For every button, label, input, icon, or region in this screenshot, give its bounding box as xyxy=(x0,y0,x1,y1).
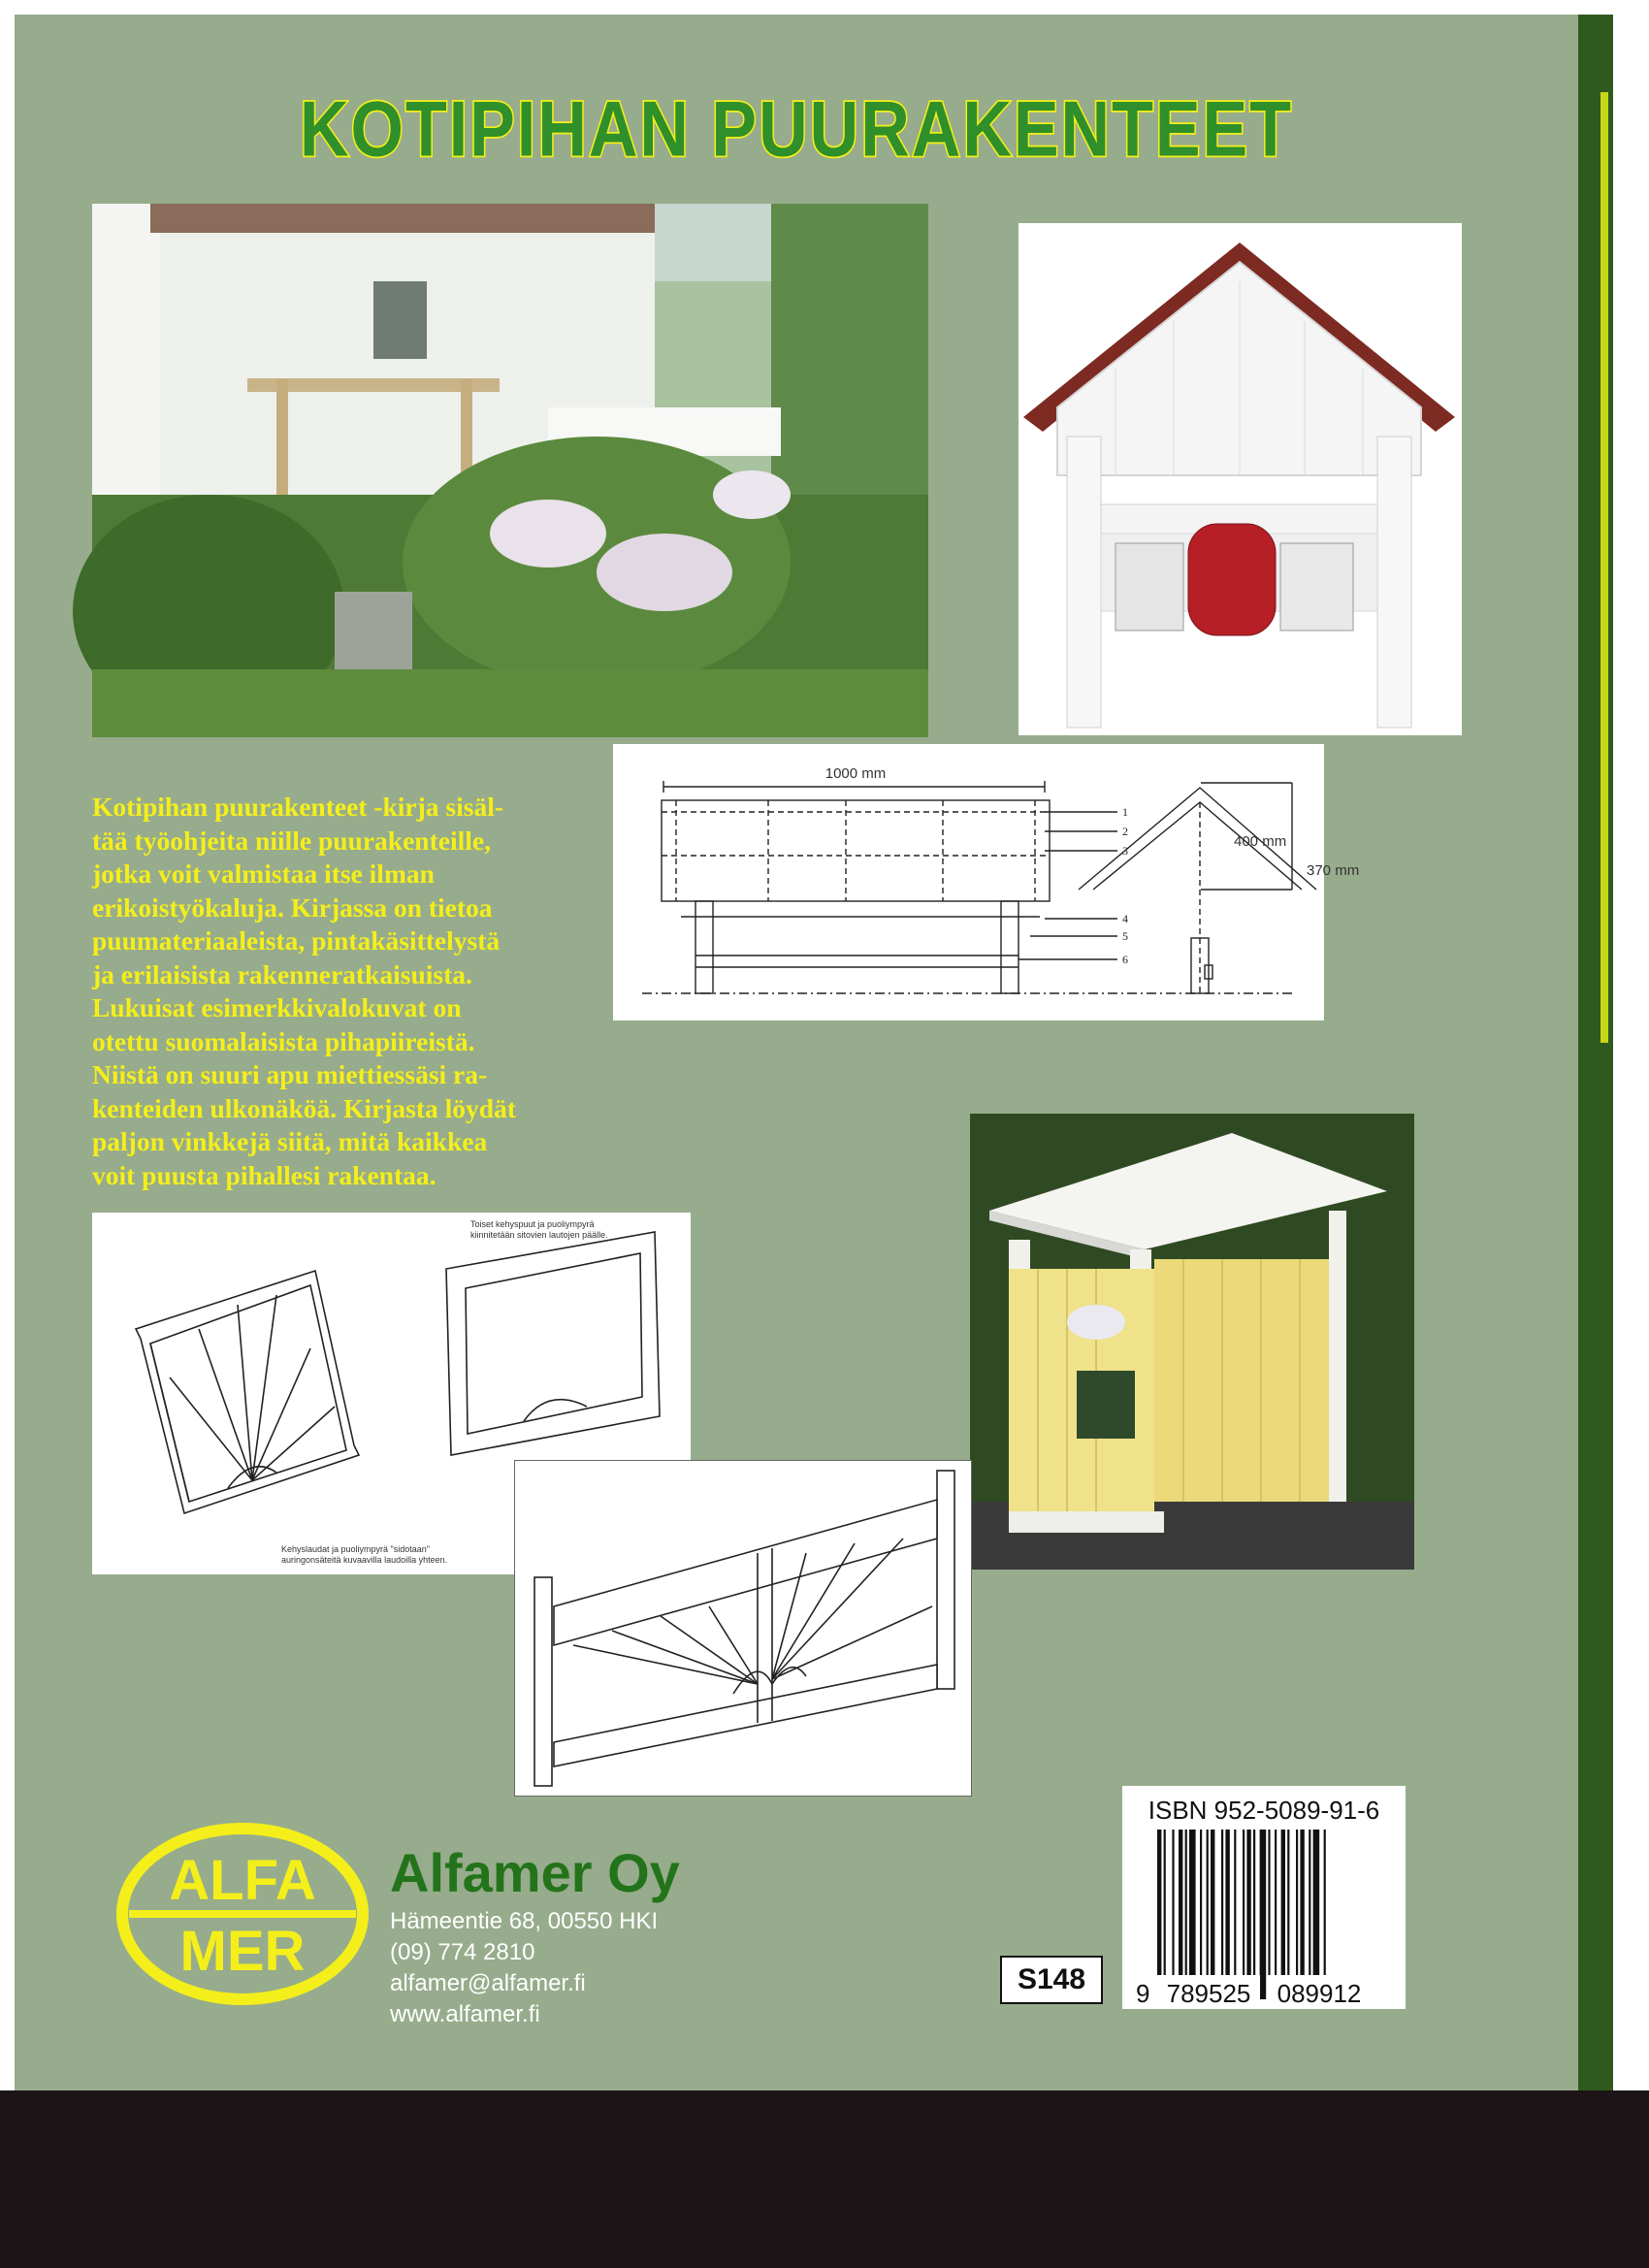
logo-text-mer: MER xyxy=(179,1920,306,1983)
background-table xyxy=(0,2090,1649,2268)
barcode-bar xyxy=(1268,1830,1270,1999)
alfamer-logo xyxy=(112,1817,373,2011)
barcode-bar xyxy=(1287,1830,1289,1999)
part-number-1: 1 xyxy=(1122,805,1128,819)
barcode-bar xyxy=(1221,1830,1223,1999)
description-line: ja erilaisista rakenneratkaisuista. xyxy=(92,958,472,989)
description-line: Lukuisat esimerkkivalokuvat on xyxy=(92,992,462,1022)
barcode-bar xyxy=(1260,1830,1267,1999)
barcode xyxy=(1122,1830,1406,2009)
barcode-bar xyxy=(1313,1830,1320,1999)
mailbox-technical-drawing xyxy=(613,744,1360,1021)
part-number-6: 6 xyxy=(1122,953,1128,966)
description-line: kenteiden ulkonäköä. Kirjasta löydät xyxy=(92,1092,517,1123)
price-code: S148 xyxy=(1000,1956,1103,2004)
description-line: Kotipihan puurakenteet -kirja sisäl- xyxy=(92,792,503,822)
cover-title: KOTIPIHAN PUURAKENTEET xyxy=(299,85,1294,173)
finished-gate-drawing xyxy=(514,1460,972,1797)
barcode-bar xyxy=(1324,1830,1326,1999)
gate-note-top-2: kiinnitetään sitovien lautojen päälle. xyxy=(470,1230,608,1240)
isbn-barcode-block xyxy=(1122,1786,1406,2009)
logo-text-alfa: ALFA xyxy=(169,1849,316,1912)
barcode-digit-first: 9 xyxy=(1136,1979,1150,2008)
spine-stripe xyxy=(1600,92,1608,1043)
barcode-bar xyxy=(1246,1830,1250,1999)
part-number-2: 2 xyxy=(1122,825,1128,838)
barcode-bar xyxy=(1179,1830,1182,1999)
width-dimension-label: 1000 mm xyxy=(824,765,887,782)
description-line: otettu suomalaisista pihapiireistä. xyxy=(92,1025,475,1056)
barcode-bar xyxy=(1253,1830,1255,1999)
description-line: puumateriaaleista, pintakäsittelystä xyxy=(92,925,501,956)
description-line: erikoistyökaluja. Kirjassa on tietoa xyxy=(92,891,493,923)
barcode-bar xyxy=(1296,1830,1298,1999)
gate-note-bottom-1: Kehyslaudat ja puoliympyrä "sidotaan" xyxy=(281,1544,430,1554)
publisher-email: alfamer@alfamer.fi xyxy=(390,1970,586,1996)
yellow-shelter-photo xyxy=(970,1114,1414,1570)
part-number-4: 4 xyxy=(1122,912,1128,925)
barcode-bar xyxy=(1275,1830,1277,1999)
roof-dimension-label: 400 mm xyxy=(1234,833,1287,850)
barcode-bar xyxy=(1309,1830,1310,1999)
publisher-phone: (09) 774 2810 xyxy=(390,1939,535,1965)
description-line: jotka voit valmistaa itse ilman xyxy=(92,859,435,889)
barcode-bar xyxy=(1300,1830,1304,1999)
book-description xyxy=(92,791,597,1192)
publisher-website: www.alfamer.fi xyxy=(390,2001,540,2027)
barcode-digits-left: 789525 xyxy=(1166,1979,1251,2008)
barcode-bar xyxy=(1189,1830,1196,1999)
mailbox-shelter-photo xyxy=(1018,223,1462,735)
house-garden-photo xyxy=(92,204,928,737)
barcode-bar xyxy=(1243,1830,1245,1999)
publisher-name: Alfamer Oy xyxy=(390,1842,680,1903)
barcode-bar xyxy=(1172,1830,1174,1999)
publisher-address: Hämeentie 68, 00550 HKI xyxy=(390,1908,659,1934)
gate-note-bottom-2: auringonsäteitä kuvaavilla laudoilla yhteen. xyxy=(281,1555,448,1565)
barcode-bar xyxy=(1281,1830,1285,1999)
barcode-bar xyxy=(1225,1830,1229,1999)
barcode-digits-right: 089912 xyxy=(1277,1979,1362,2008)
barcode-bar xyxy=(1211,1830,1214,1999)
description-line: tää työohjeita niille puurakenteille, xyxy=(92,825,491,856)
barcode-bar xyxy=(1234,1830,1236,1999)
part-number-5: 5 xyxy=(1122,929,1128,943)
gate-note-top-1: Toiset kehyspuut ja puoliympyrä xyxy=(470,1219,595,1229)
part-number-3: 3 xyxy=(1122,844,1128,858)
barcode-bar xyxy=(1200,1830,1202,1999)
description-line: Niistä on suuri apu miettiessäsi ra- xyxy=(92,1059,488,1089)
book-back-cover xyxy=(15,15,1578,2090)
barcode-bar xyxy=(1157,1830,1161,1999)
isbn-label: ISBN 952-5089-91-6 xyxy=(1148,1796,1380,1825)
height-dimension-label: 370 mm xyxy=(1307,862,1360,879)
description-line: voit puusta pihallesi rakentaa. xyxy=(92,1159,436,1190)
barcode-bar xyxy=(1207,1830,1209,1999)
description-line: paljon vinkkejä siitä, mitä kaikkea xyxy=(92,1126,488,1156)
barcode-bar xyxy=(1164,1830,1166,1999)
barcode-bar xyxy=(1185,1830,1187,1999)
publisher-contact xyxy=(390,1906,658,2030)
